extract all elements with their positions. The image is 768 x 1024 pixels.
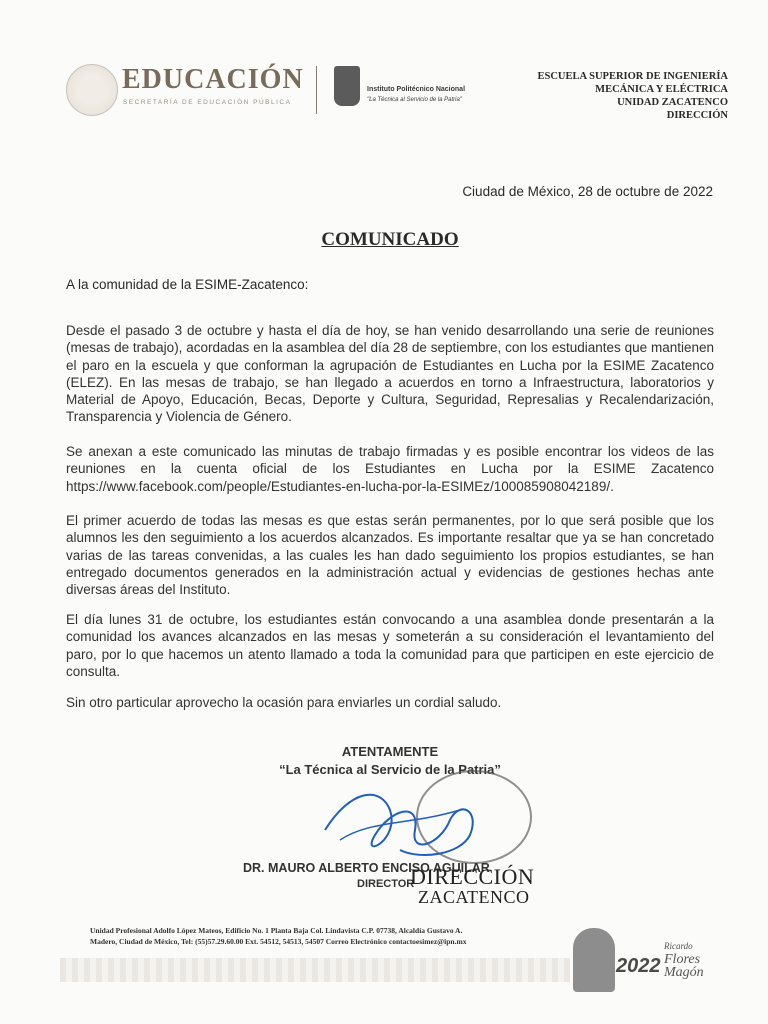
hero-name-line: Magón bbox=[664, 965, 704, 980]
school-line: DIRECCIÓN bbox=[666, 110, 728, 121]
signer-name: DR. MAURO ALBERTO ENCISO AGUILAR bbox=[243, 861, 490, 875]
year-badge: 2022 bbox=[616, 955, 661, 977]
greeting: A la comunidad de la ESIME-Zacatenco: bbox=[66, 277, 309, 292]
stamp-campus: ZACATENCO bbox=[418, 887, 530, 907]
school-line: UNIDAD ZACATENCO bbox=[617, 97, 728, 108]
footer-ornament bbox=[60, 958, 570, 982]
ipn-name: Instituto Politécnico Nacional bbox=[367, 86, 466, 93]
body-paragraph: Desde el pasado 3 de octubre y hasta el día de hoy, se han venido desarrollando una serie de reuniones (mesas de trabajo), acordadas en la asamblea del día 28 de septiembre, con los estudiantes que mantienen el paro en la escuela y que conforman la agrupación de Estudiantes en Lucha por la ESIME Zacatenco (ELEZ). En las mesas de trabajo, se han llegado a acuerdos en torno a Infraestructura, laboratorios y Material de Apoyo, Educación, Becas, Deporte y Cultura, Seguridad, Represalias y Recalendarización, Transparencia y Violencia de Género. bbox=[66, 323, 714, 425]
document-date: Ciudad de México, 28 de octubre de 2022 bbox=[462, 184, 713, 199]
portrait-icon bbox=[573, 928, 615, 992]
footer-line: Unidad Profesional Adolfo López Mateos, Edificio No. 1 Planta Baja Col. Lindavista C.P. 07738, Alcaldía Gustavo A. bbox=[90, 926, 463, 935]
body-paragraph: El día lunes 31 de octubre, los estudiantes están convocando a una asamblea donde presentarán a la comunidad los avances alcanzados en las mesas y someterán a su consideración el levantamiento del paro, por lo que hacemos un atento llamado a toda la comunidad para que participen en este ejercicio de consulta. bbox=[66, 612, 714, 679]
hero-name-line: Ricardo bbox=[664, 941, 693, 951]
body-paragraph: El primer acuerdo de todas las mesas es que estas serán permanentes, por lo que será posible que los alumnos les den seguimiento a los acuerdos alcanzados. Es importante resaltar que ya se han concretado varias de las tareas convenidas, a las cuales les han dado seguimiento los propios estudiantes, se han entregado documentos generados en la administración actual y evidencias de gestiones hechas ante diversas áreas del Instituto. bbox=[66, 513, 714, 598]
hero-name-line: Flores bbox=[664, 952, 701, 967]
body-paragraph: Sin otro particular aprovecho la ocasión para enviarles un cordial saludo. bbox=[66, 695, 502, 710]
body-paragraph: Se anexan a este comunicado las minutas de trabajo firmadas y es posible encontrar los videos de las reuniones en la cuenta oficial de los Estudiantes en Lucha por la ESIME Zacatenco https://www.facebook.com/people/Estudiantes-en-lucha-por-la-ESIMEz/100085908042189/. bbox=[66, 444, 714, 494]
sep-logo-title: EDUCACIÓN bbox=[122, 64, 304, 95]
handwritten-signature bbox=[320, 780, 490, 870]
stamp-direction: DIRECCIÓN bbox=[410, 864, 535, 889]
closing-regards: ATENTAMENTE bbox=[341, 744, 439, 759]
ipn-motto: "La Técnica al Servicio de la Patria" bbox=[367, 97, 462, 103]
ipn-logo-icon bbox=[334, 66, 360, 106]
sep-seal-icon bbox=[66, 64, 118, 116]
header-divider bbox=[316, 66, 317, 114]
signer-role: DIRECTOR bbox=[357, 878, 415, 890]
footer-address bbox=[90, 925, 570, 947]
hero-name bbox=[664, 940, 704, 979]
sep-logo-subtitle: SECRETARÍA DE EDUCACIÓN PÚBLICA bbox=[123, 99, 292, 106]
document-title: COMUNICADO bbox=[321, 229, 459, 250]
school-line: ESCUELA SUPERIOR DE INGENIERÍA bbox=[537, 71, 728, 82]
closing-motto: “La Técnica al Servicio de la Patria” bbox=[279, 762, 501, 777]
school-line: MECÁNICA Y ELÉCTRICA bbox=[595, 84, 728, 95]
footer-line: Madero, Ciudad de México, Tel: (55)57.29.60.00 Ext. 54512, 54513, 54507 Correo Electrónico contactoesimez@ipn.mx bbox=[90, 937, 467, 946]
school-block bbox=[537, 70, 728, 122]
